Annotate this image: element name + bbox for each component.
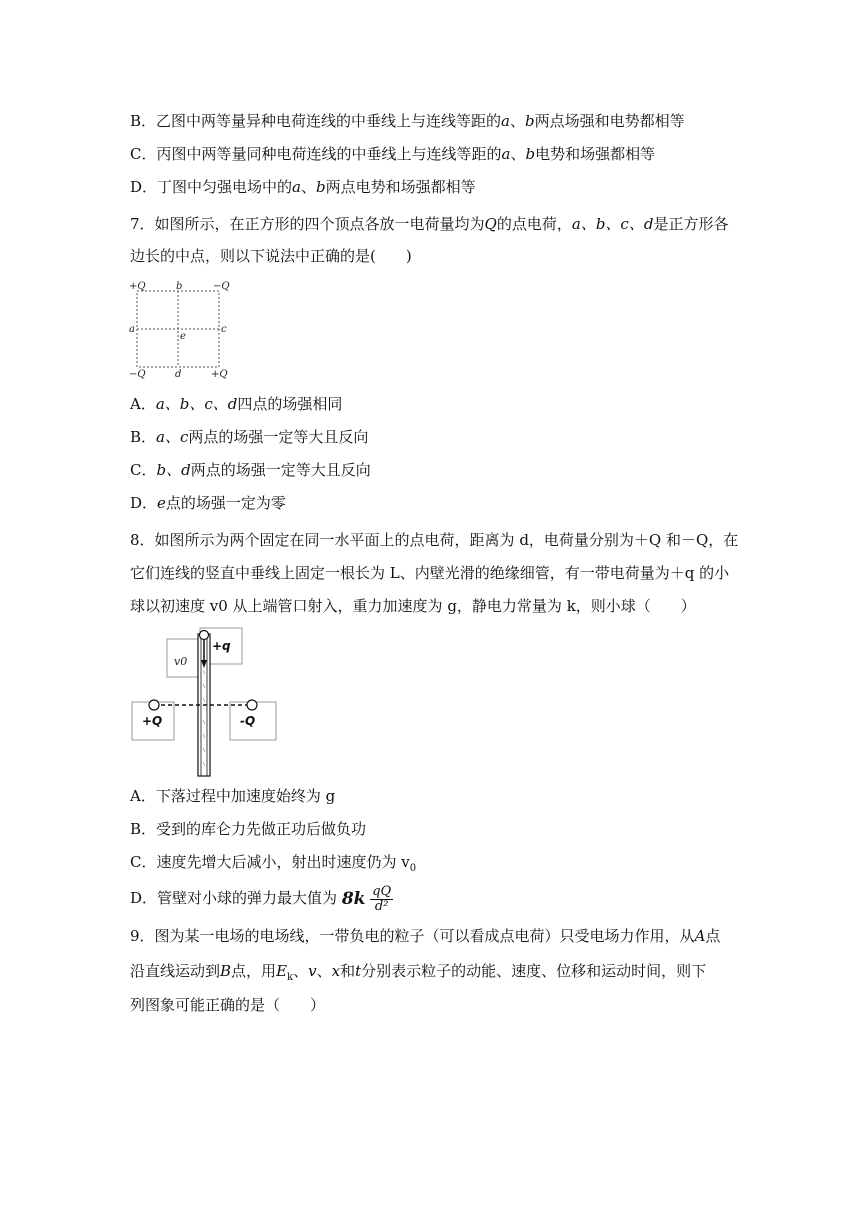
q7-label-top-right: −Q <box>213 281 230 292</box>
q7-option-d: D．e点的场强一定为零 <box>130 494 286 512</box>
q7-stem-line-1: 7．如图所示，在正方形的四个顶点各放一电荷量均为Q的点电荷，a、b、c、d是正方形各 <box>130 215 729 233</box>
q8-label-minus-Q: -Q <box>240 714 256 728</box>
q7-label-d: d <box>175 369 182 380</box>
q8-option-d: D．管壁对小球的弹力最大值为 8k $\frac{qQ}{\text{d²}}$ <box>130 883 392 914</box>
q7-option-c: C．b、d两点的场强一定等大且反向 <box>130 461 371 479</box>
q9-stem-line-1: 9．图为某一电场的电场线，一带负电的粒子（可以看成点电荷）只受电场力作用，从A点 <box>130 927 721 945</box>
q8-stem-line-3: 球以初速度 v0 从上端管口射入，重力加速度为 g，静电力常量为 k，则小球（ ） <box>130 597 696 615</box>
q8-stem-line-1: 8．如图所示为两个固定在同一水平面上的点电荷，距离为 d，电荷量分别为＋Q 和－Q，在 <box>130 531 739 549</box>
q9-stem-line-2: 沿直线运动到B点，用$E_k$、v、x和t分别表示粒子的动能、速度、位移和运动时间，则下 <box>130 962 707 983</box>
q6-option-d: D．丁图中匀强电场中的a、b两点电势和场强都相等 <box>130 178 476 196</box>
q8-formula-coef: 8k <box>341 889 366 909</box>
q8-label-v0: v0 <box>174 655 188 668</box>
q8-label-plus-q: +q <box>212 639 231 653</box>
q7-label-c: c <box>221 324 227 335</box>
q8-option-a: A．下落过程中加速度始终为 g <box>130 787 336 805</box>
q7-label-a: a <box>129 324 135 335</box>
q7-label-e: e <box>180 331 186 342</box>
q8-label-plus-Q: +Q <box>142 714 163 728</box>
q6-option-c: C．丙图中两等量同种电荷连线的中垂线上与连线等距的a、b电势和场强都相等 <box>130 145 656 163</box>
q7-label-top-left: +Q <box>129 281 146 292</box>
q7-option-a: A．a、b、c、d四点的场强相同 <box>130 395 343 413</box>
q7-label-bottom-right: +Q <box>211 369 228 380</box>
q7-label-bottom-left: −Q <box>129 369 146 380</box>
q7-square-figure <box>128 280 238 380</box>
q8-option-b: B．受到的库仑力先做正功后做负功 <box>130 820 367 838</box>
q8-formula-fraction: $\frac{qQ}{\text{d²}}$ <box>372 883 392 914</box>
q6-option-b: B．乙图中两等量异种电荷连线的中垂线上与连线等距的a、b两点场强和电势都相等 <box>130 112 685 130</box>
q8-option-c: C．速度先增大后减小，射出时速度仍为 $v_0$ <box>130 853 417 874</box>
q7-stem-line-2: 边长的中点，则以下说法中正确的是( ) <box>130 247 412 265</box>
q8-stem-line-2: 它们连线的竖直中垂线上固定一根长为 L、内壁光滑的绝缘细管，有一带电荷量为＋q 的小 <box>130 564 730 582</box>
q7-option-b: B．a、c两点的场强一定等大且反向 <box>130 428 369 446</box>
q8-tube-figure <box>128 626 308 778</box>
q9-stem-line-3: 列图象可能正确的是（ ） <box>130 996 326 1014</box>
q7-label-b: b <box>176 281 183 292</box>
